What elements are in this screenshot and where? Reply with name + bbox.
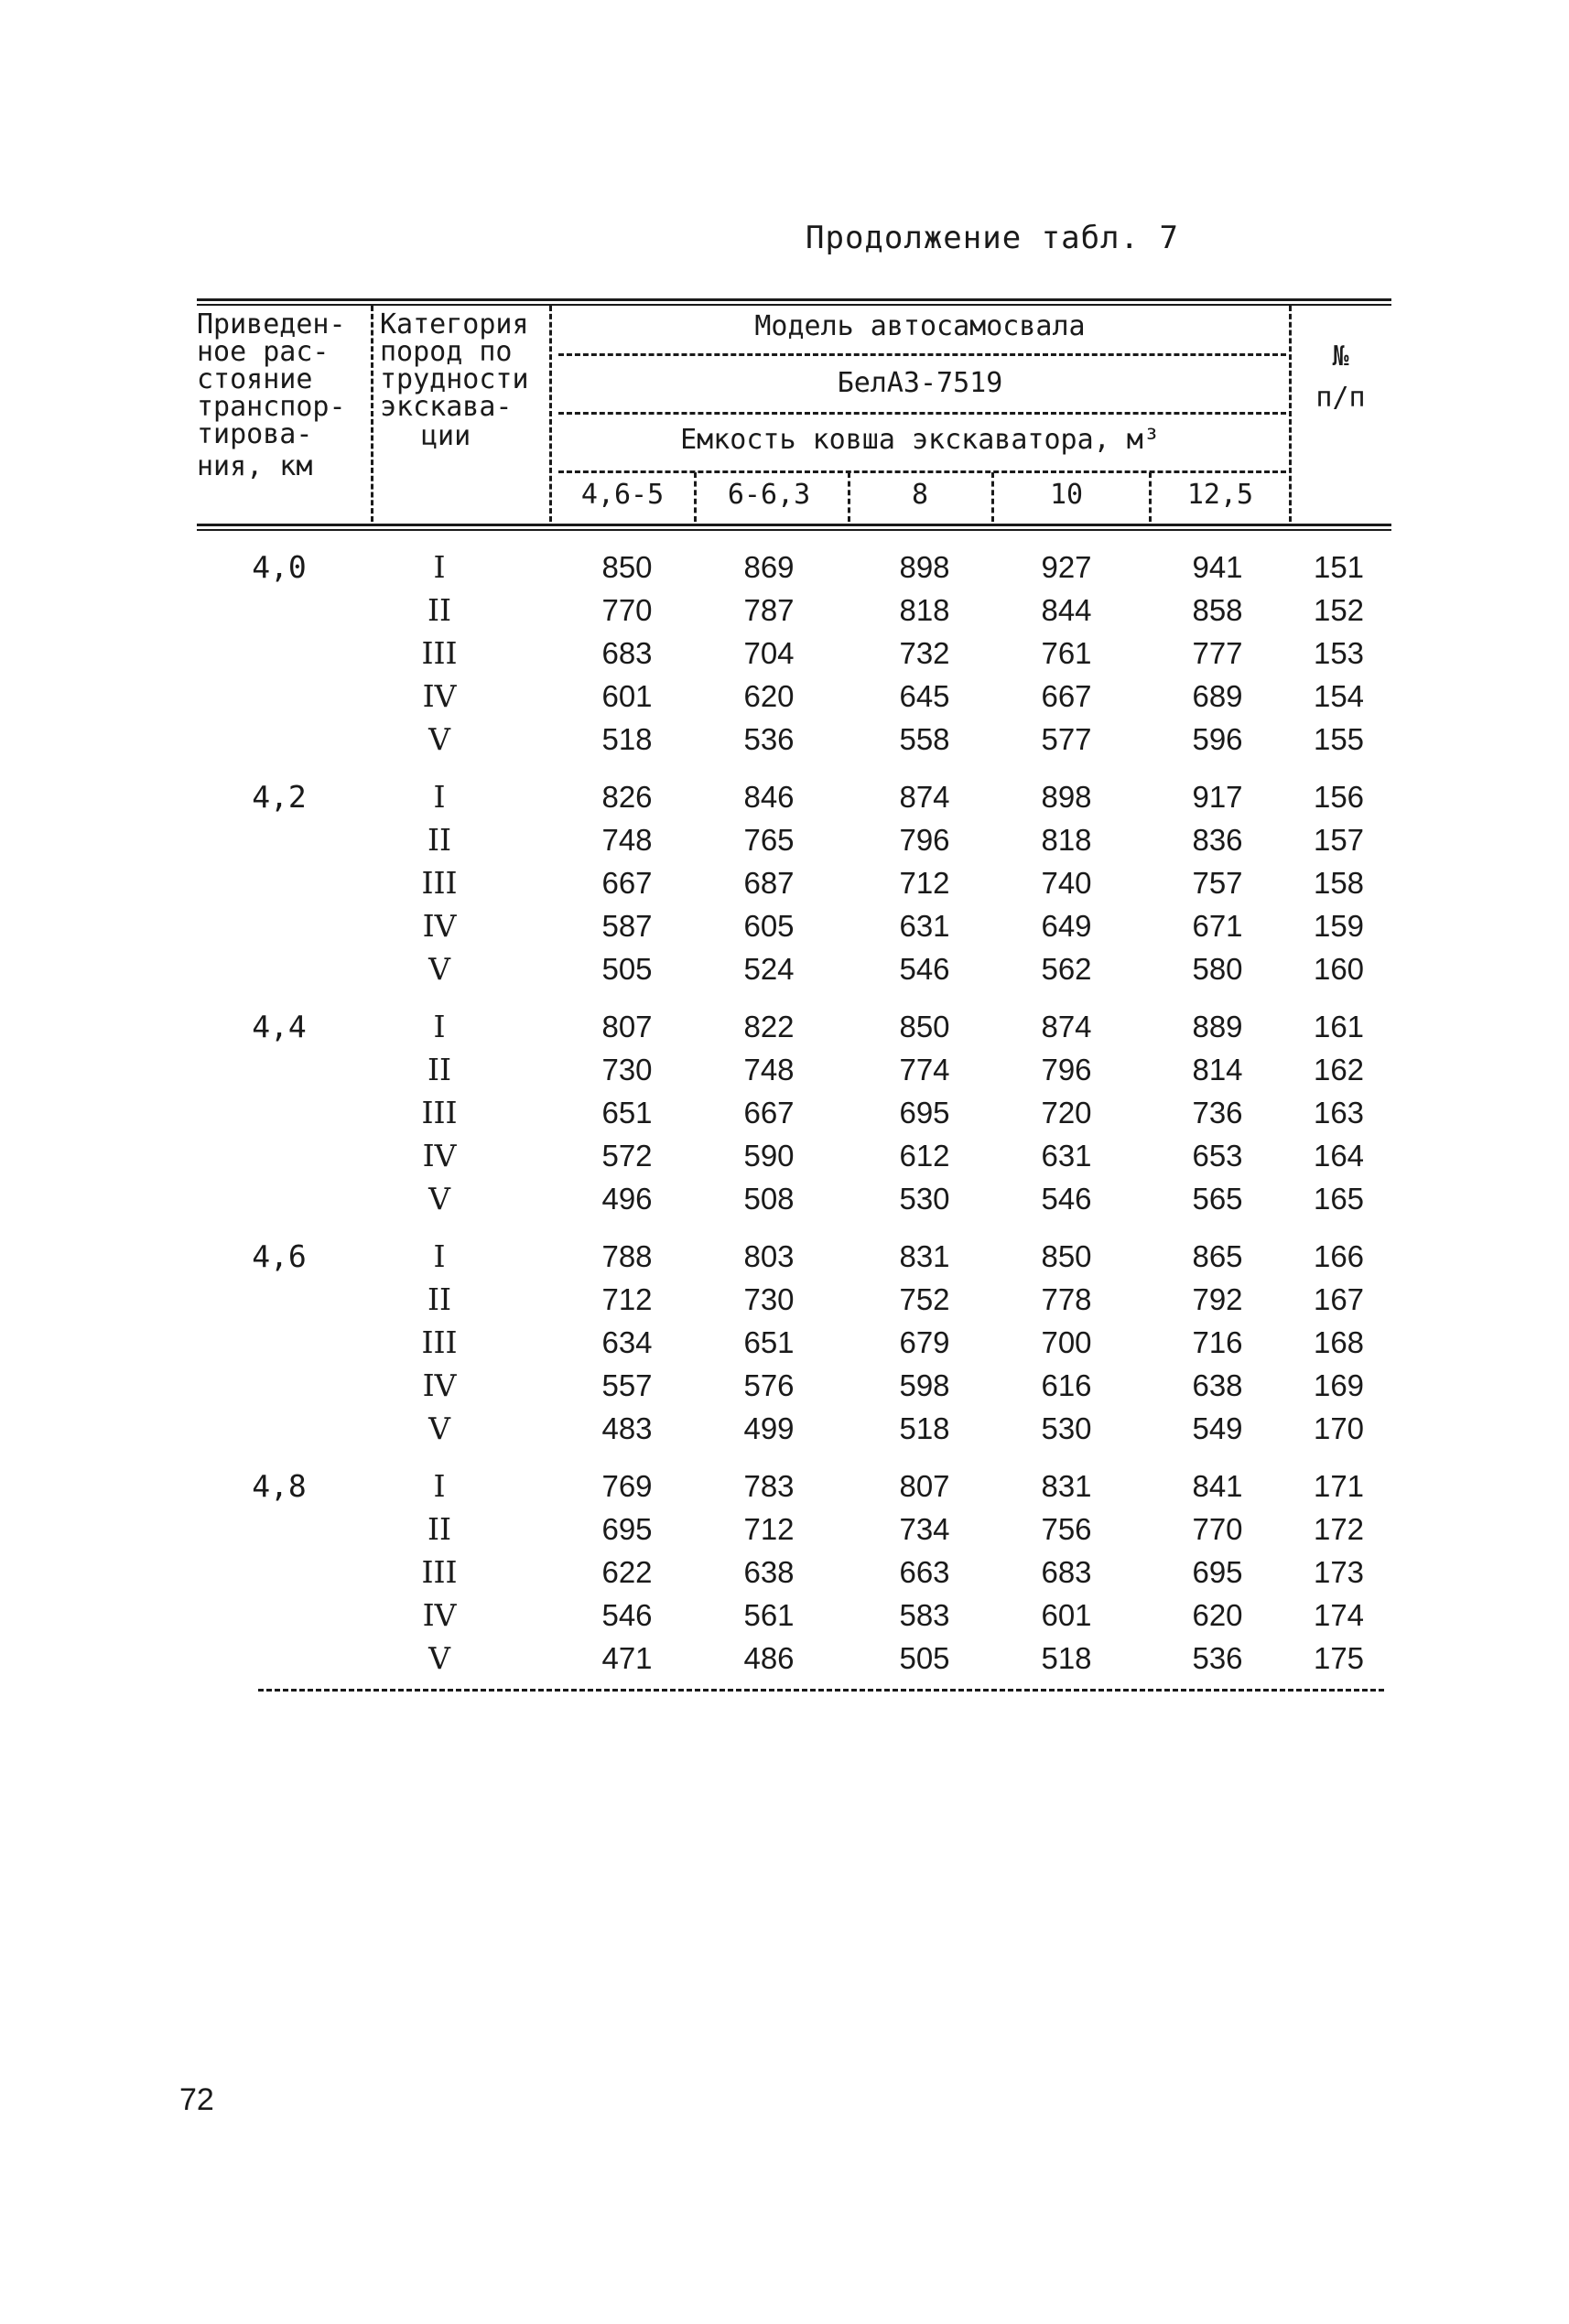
value-cell: 687 [743, 866, 795, 900]
value-cell: 667 [743, 1096, 795, 1130]
category-cell: II [427, 592, 452, 628]
row-number-cell: 175 [1313, 1641, 1365, 1675]
value-cell: 803 [743, 1239, 795, 1273]
value-cell: 689 [1192, 679, 1243, 713]
value-cell: 826 [601, 780, 653, 814]
value-cell: 518 [1041, 1641, 1092, 1675]
value-cell: 596 [1192, 722, 1243, 756]
table-row [0, 589, 1569, 632]
value-cell: 814 [1192, 1053, 1243, 1086]
row-number-cell: 163 [1313, 1096, 1365, 1130]
value-cell: 770 [601, 593, 653, 627]
value-cell: 496 [601, 1182, 653, 1216]
value-cell: 874 [1041, 1010, 1092, 1043]
header-distance-line: ния, км [197, 450, 313, 482]
value-cell: 667 [1041, 679, 1092, 713]
row-number-cell: 153 [1313, 636, 1365, 670]
value-cell: 518 [899, 1411, 950, 1445]
value-cell: 822 [743, 1010, 795, 1043]
value-cell: 546 [899, 952, 950, 986]
value-cell: 850 [899, 1010, 950, 1043]
value-cell: 783 [743, 1469, 795, 1503]
table-row [0, 1594, 1569, 1637]
value-cell: 572 [601, 1139, 653, 1173]
value-cell: 601 [1041, 1598, 1092, 1632]
table-row [0, 1551, 1569, 1594]
value-cell: 587 [601, 909, 653, 943]
value-cell: 638 [1192, 1368, 1243, 1402]
value-cell: 770 [1192, 1512, 1243, 1546]
table-row [0, 546, 1569, 589]
header-distance-line: тирова- [197, 418, 313, 450]
row-number-cell: 159 [1313, 909, 1365, 943]
value-cell: 898 [899, 550, 950, 584]
value-cell: 736 [1192, 1096, 1243, 1130]
row-number-cell: 174 [1313, 1598, 1365, 1632]
value-cell: 927 [1041, 550, 1092, 584]
table-caption: Продолжение табл. 7 [806, 220, 1179, 256]
row-number-cell: 155 [1313, 722, 1365, 756]
value-cell: 634 [601, 1325, 653, 1359]
value-cell: 874 [899, 780, 950, 814]
table-row [0, 1048, 1569, 1091]
category-cell: IV [422, 908, 457, 944]
header-category-line: экскава- [380, 391, 513, 423]
row-number-cell: 171 [1313, 1469, 1365, 1503]
value-cell: 761 [1041, 636, 1092, 670]
value-cell: 651 [601, 1096, 653, 1130]
value-cell: 683 [601, 636, 653, 670]
value-cell: 505 [601, 952, 653, 986]
value-cell: 778 [1041, 1282, 1092, 1316]
value-cell: 765 [743, 823, 795, 857]
table-row [0, 775, 1569, 818]
category-cell: II [427, 1281, 452, 1317]
value-cell: 580 [1192, 952, 1243, 986]
value-cell: 756 [1041, 1512, 1092, 1546]
value-cell: 869 [743, 550, 795, 584]
category-cell: III [421, 865, 458, 901]
category-cell: I [433, 1238, 446, 1274]
value-cell: 748 [601, 823, 653, 857]
value-cell: 796 [1041, 1053, 1092, 1086]
header-capacity: 12,5 [1186, 479, 1254, 511]
row-number-cell: 161 [1313, 1010, 1365, 1043]
row-number-cell: 162 [1313, 1053, 1365, 1086]
value-cell: 631 [1041, 1139, 1092, 1173]
value-cell: 774 [899, 1053, 950, 1086]
header-distance-line: ное рас- [197, 336, 330, 368]
value-cell: 831 [899, 1239, 950, 1273]
row-number-cell: 170 [1313, 1411, 1365, 1445]
header-capacity: 8 [911, 479, 929, 511]
table-row [0, 1177, 1569, 1220]
row-number-cell: 151 [1313, 550, 1365, 584]
value-cell: 508 [743, 1182, 795, 1216]
value-cell: 695 [899, 1096, 950, 1130]
row-number-cell: 164 [1313, 1139, 1365, 1173]
table-row [0, 1235, 1569, 1278]
table-row [0, 904, 1569, 947]
value-cell: 524 [743, 952, 795, 986]
value-cell: 730 [601, 1053, 653, 1086]
row-number-cell: 158 [1313, 866, 1365, 900]
value-cell: 671 [1192, 909, 1243, 943]
row-number-cell: 168 [1313, 1325, 1365, 1359]
value-cell: 557 [601, 1368, 653, 1402]
category-cell: III [421, 1554, 458, 1590]
table-row [0, 947, 1569, 990]
row-number-cell: 165 [1313, 1182, 1365, 1216]
value-cell: 638 [743, 1555, 795, 1589]
distance-cell: 4,2 [252, 779, 307, 815]
category-cell: III [421, 1095, 458, 1130]
value-cell: 486 [743, 1641, 795, 1675]
value-cell: 649 [1041, 909, 1092, 943]
table-row [0, 1134, 1569, 1177]
distance-cell: 4,8 [252, 1468, 307, 1504]
category-cell: V [428, 721, 450, 757]
value-cell: 558 [899, 722, 950, 756]
value-cell: 683 [1041, 1555, 1092, 1589]
header-number-label: п/п [1315, 382, 1366, 414]
table-row [0, 718, 1569, 761]
value-cell: 530 [899, 1182, 950, 1216]
header-distance-line: Приведен- [197, 308, 346, 340]
value-cell: 792 [1192, 1282, 1243, 1316]
value-cell: 740 [1041, 866, 1092, 900]
value-cell: 865 [1192, 1239, 1243, 1273]
value-cell: 546 [601, 1598, 653, 1632]
row-number-cell: 156 [1313, 780, 1365, 814]
value-cell: 752 [899, 1282, 950, 1316]
category-cell: II [427, 1511, 452, 1547]
value-cell: 561 [743, 1598, 795, 1632]
distance-cell: 4,6 [252, 1238, 307, 1274]
value-cell: 663 [899, 1555, 950, 1589]
value-cell: 917 [1192, 780, 1243, 814]
value-cell: 818 [899, 593, 950, 627]
header-distance-line: стояние [197, 363, 313, 395]
category-cell: IV [422, 678, 457, 714]
category-cell: I [433, 779, 446, 815]
value-cell: 577 [1041, 722, 1092, 756]
value-cell: 787 [743, 593, 795, 627]
value-cell: 667 [601, 866, 653, 900]
value-cell: 796 [899, 823, 950, 857]
table-row [0, 1508, 1569, 1551]
value-cell: 748 [743, 1053, 795, 1086]
header-model-label: Модель автосамосвала [754, 310, 1086, 342]
header-category-line: Категория [380, 308, 529, 340]
value-cell: 601 [601, 679, 653, 713]
header-capacity: 6-6,3 [727, 479, 811, 511]
distance-cell: 4,0 [252, 549, 307, 585]
table-row [0, 861, 1569, 904]
value-cell: 732 [899, 636, 950, 670]
value-cell: 850 [1041, 1239, 1092, 1273]
distance-cell: 4,4 [252, 1009, 307, 1044]
value-cell: 850 [601, 550, 653, 584]
value-cell: 889 [1192, 1010, 1243, 1043]
table-row [0, 1005, 1569, 1048]
header-capacity-label: Емкость ковша экскаватора, м³ [680, 424, 1160, 456]
value-cell: 546 [1041, 1182, 1092, 1216]
value-cell: 483 [601, 1411, 653, 1445]
value-cell: 720 [1041, 1096, 1092, 1130]
value-cell: 841 [1192, 1469, 1243, 1503]
table-row [0, 1465, 1569, 1508]
row-number-cell: 167 [1313, 1282, 1365, 1316]
value-cell: 818 [1041, 823, 1092, 857]
value-cell: 769 [601, 1469, 653, 1503]
value-cell: 505 [899, 1641, 950, 1675]
value-cell: 700 [1041, 1325, 1092, 1359]
value-cell: 653 [1192, 1139, 1243, 1173]
row-number-cell: 173 [1313, 1555, 1365, 1589]
value-cell: 716 [1192, 1325, 1243, 1359]
category-cell: II [427, 822, 452, 858]
value-cell: 831 [1041, 1469, 1092, 1503]
value-cell: 518 [601, 722, 653, 756]
row-number-cell: 157 [1313, 823, 1365, 857]
value-cell: 605 [743, 909, 795, 943]
value-cell: 846 [743, 780, 795, 814]
value-cell: 536 [1192, 1641, 1243, 1675]
value-cell: 622 [601, 1555, 653, 1589]
table-row [0, 1278, 1569, 1321]
value-cell: 616 [1041, 1368, 1092, 1402]
value-cell: 712 [899, 866, 950, 900]
table-row [0, 675, 1569, 718]
value-cell: 620 [1192, 1598, 1243, 1632]
category-cell: IV [422, 1138, 457, 1173]
category-cell: III [421, 1324, 458, 1360]
category-cell: I [433, 1468, 446, 1504]
value-cell: 757 [1192, 866, 1243, 900]
category-cell: V [428, 951, 450, 987]
header-distance-line: транспор- [197, 391, 346, 423]
value-cell: 941 [1192, 550, 1243, 584]
value-cell: 898 [1041, 780, 1092, 814]
value-cell: 590 [743, 1139, 795, 1173]
value-cell: 565 [1192, 1182, 1243, 1216]
table-row [0, 1637, 1569, 1680]
value-cell: 471 [601, 1641, 653, 1675]
value-cell: 562 [1041, 952, 1092, 986]
header-category-line: ции [421, 420, 471, 452]
category-cell: I [433, 1009, 446, 1044]
value-cell: 788 [601, 1239, 653, 1273]
value-cell: 730 [743, 1282, 795, 1316]
value-cell: 620 [743, 679, 795, 713]
value-cell: 645 [899, 679, 950, 713]
table-row [0, 1321, 1569, 1364]
value-cell: 651 [743, 1325, 795, 1359]
header-capacity: 4,6-5 [580, 479, 665, 511]
table-row [0, 1407, 1569, 1450]
header-capacity: 10 [1049, 479, 1084, 511]
category-cell: III [421, 635, 458, 671]
value-cell: 712 [601, 1282, 653, 1316]
row-number-cell: 154 [1313, 679, 1365, 713]
value-cell: 549 [1192, 1411, 1243, 1445]
header-category-line: пород по [380, 336, 513, 368]
value-cell: 704 [743, 636, 795, 670]
value-cell: 583 [899, 1598, 950, 1632]
table-bottom-rule [258, 1689, 1384, 1692]
value-cell: 598 [899, 1368, 950, 1402]
value-cell: 836 [1192, 823, 1243, 857]
value-cell: 807 [899, 1469, 950, 1503]
value-cell: 530 [1041, 1411, 1092, 1445]
value-cell: 576 [743, 1368, 795, 1402]
header-category-line: трудности [380, 363, 529, 395]
category-cell: II [427, 1052, 452, 1087]
value-cell: 844 [1041, 593, 1092, 627]
table-row [0, 818, 1569, 861]
header-number-sign: № [1332, 340, 1349, 373]
table-row [0, 632, 1569, 675]
category-cell: I [433, 549, 446, 585]
category-cell: IV [422, 1597, 457, 1633]
value-cell: 631 [899, 909, 950, 943]
row-number-cell: 160 [1313, 952, 1365, 986]
value-cell: 858 [1192, 593, 1243, 627]
table-row [0, 1364, 1569, 1407]
value-cell: 499 [743, 1411, 795, 1445]
value-cell: 712 [743, 1512, 795, 1546]
value-cell: 695 [601, 1512, 653, 1546]
value-cell: 734 [899, 1512, 950, 1546]
value-cell: 695 [1192, 1555, 1243, 1589]
category-cell: IV [422, 1367, 457, 1403]
row-number-cell: 172 [1313, 1512, 1365, 1546]
value-cell: 777 [1192, 636, 1243, 670]
value-cell: 536 [743, 722, 795, 756]
value-cell: 612 [899, 1139, 950, 1173]
value-cell: 679 [899, 1325, 950, 1359]
value-cell: 807 [601, 1010, 653, 1043]
row-number-cell: 169 [1313, 1368, 1365, 1402]
row-number-cell: 152 [1313, 593, 1365, 627]
header-model-name: БелАЗ-7519 [837, 367, 1003, 399]
table-row [0, 1091, 1569, 1134]
category-cell: V [428, 1640, 450, 1676]
category-cell: V [428, 1411, 450, 1446]
category-cell: V [428, 1181, 450, 1216]
row-number-cell: 166 [1313, 1239, 1365, 1273]
page-number: 72 [179, 2082, 214, 2117]
